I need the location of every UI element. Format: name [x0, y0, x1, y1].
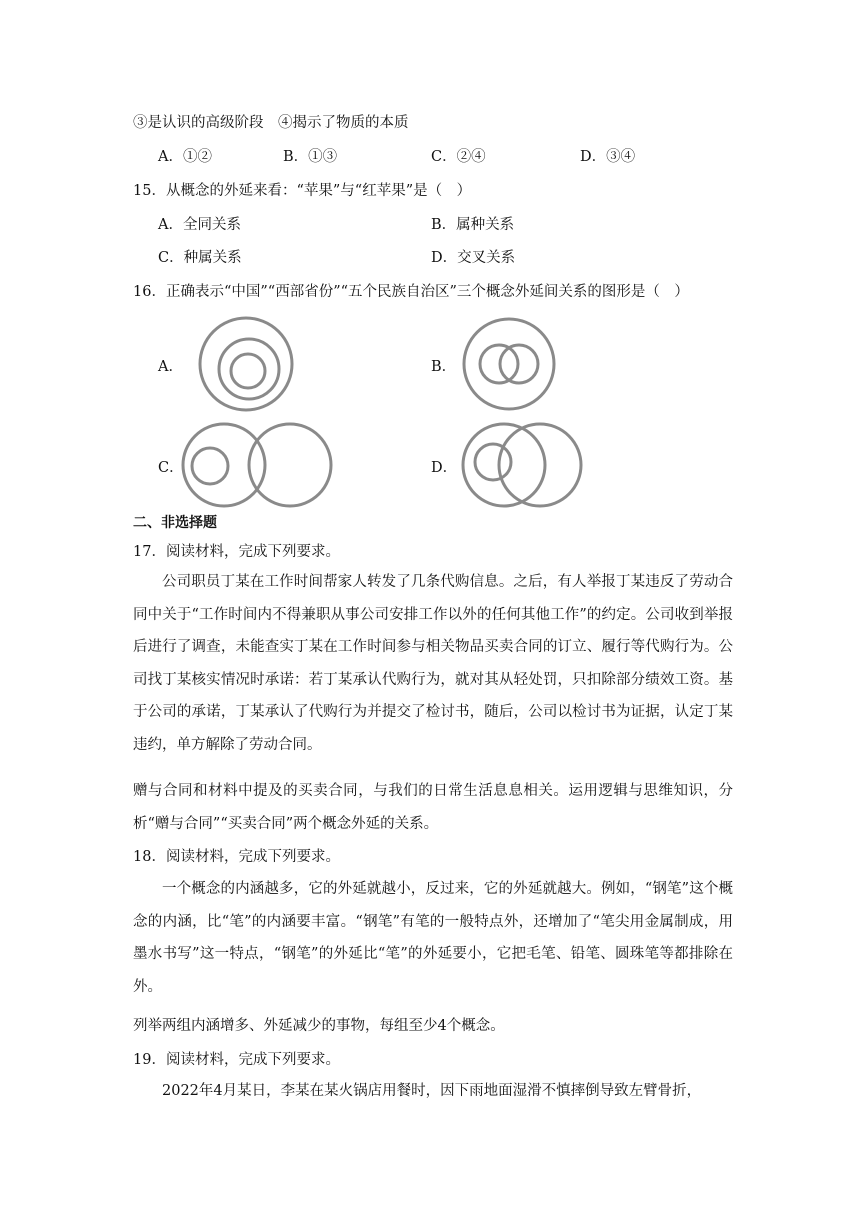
q17-material: 公司职员丁某在工作时间帮家人转发了几条代购信息。之后，有人举报丁某违反了劳动合同中关于“工作时间内不得兼职从事公司安排工作以外的任何其他工作”的约定。公司收到举报后进行了调查，未能查实丁某在工作时间参与相关物品买卖合同的订立、履行等代购行为。公司找丁某核实情况时承诺：若丁某承认代购行为，就对其从轻处罚，只扣除部分绩效工资。基于公司的承诺，丁某承认了代购行为并提交了检讨书，随后，公司以检讨书为证据，认定丁某违约，单方解除了劳动合同。 — [133, 574, 733, 753]
q15-option-d: D．交叉关系 — [431, 250, 516, 266]
q15-option-a: A．全同关系 — [158, 217, 241, 233]
q16-option-d: D． — [431, 460, 458, 476]
q16-stem: 16．正确表示“中国”“西部省份”“五个民族自治区”三个概念外延间关系的图形是（ ） — [133, 284, 689, 300]
q15-option-c: C．种属关系 — [158, 250, 242, 266]
venn-diagram-a — [186, 316, 310, 416]
q18-material: 一个概念的内涵越多，它的外延就越小，反过来，它的外延就越大。例如，“钢笔”这个概念的内涵，比“笔”的内涵要丰富。“钢笔”有笔的一般特点外，还增加了“笔尖用金属制成，用墨水书写”这一特点，“钢笔”的外延比“笔”的外延要小，它把毛笔、铅笔、圆珠笔等都排除在外。 — [133, 881, 733, 995]
venn-diagram-b — [461, 316, 561, 416]
q16-option-c: C． — [158, 460, 184, 476]
q14-option-a: A．①② — [158, 149, 212, 165]
q18-stem: 18．阅读材料，完成下列要求。 — [133, 849, 340, 865]
q14-option-c: C．②④ — [431, 149, 486, 165]
q16-option-a: A． — [158, 359, 183, 375]
q18-question: 列举两组内涵增多、外延减少的事物，每组至少4个概念。 — [133, 1018, 505, 1034]
q15-option-b: B．属种关系 — [431, 217, 515, 233]
q15-stem: 15．从概念的外延来看：“苹果”与“红苹果”是（ ） — [133, 183, 472, 199]
q17-question: 赠与合同和材料中提及的买卖合同，与我们的日常生活息息相关。运用逻辑与思维知识，分析“赠与合同”“买卖合同”两个概念外延的关系。 — [133, 783, 733, 832]
q19-stem: 19．阅读材料，完成下列要求。 — [133, 1052, 340, 1068]
q19-material: 2022年4月某日，李某在某火锅店用餐时，因下雨地面湿滑不慎摔倒导致左臂骨折， — [162, 1083, 702, 1099]
venn-diagram-d — [460, 420, 586, 512]
venn-diagram-c — [180, 420, 338, 512]
q14-statement-line: ③是认识的高级阶段 ④揭示了物质的本质 — [133, 115, 409, 131]
q17-stem: 17．阅读材料，完成下列要求。 — [133, 544, 340, 560]
q16-option-b: B． — [431, 359, 457, 375]
q14-option-d: D．③④ — [580, 149, 636, 165]
q14-option-b: B．①③ — [283, 149, 338, 165]
section-heading: 二、非选择题 — [133, 515, 217, 531]
